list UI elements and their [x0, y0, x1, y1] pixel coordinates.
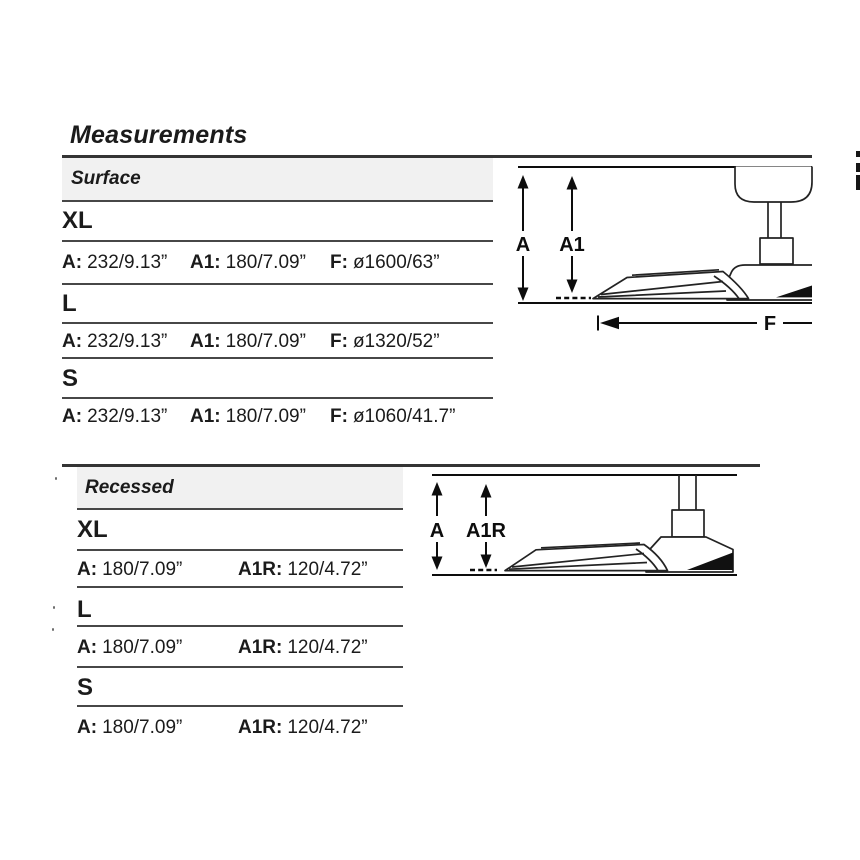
arrowhead-down — [567, 280, 578, 294]
rule — [62, 240, 493, 242]
spec-value-a1: 180/7.09” — [225, 252, 306, 273]
arrowhead-down — [432, 557, 443, 571]
fan-coupling — [760, 238, 793, 264]
surface-mount-diagram — [515, 160, 815, 335]
spec-label-f: F: — [330, 331, 348, 352]
recessed-specs-l — [77, 635, 407, 661]
fan-downrod — [679, 475, 696, 510]
dimension-label-f: F — [763, 313, 777, 335]
spec-value-a: 232/9.13” — [87, 406, 168, 427]
recessed-size-l: L — [77, 596, 92, 623]
ceiling-fan — [505, 475, 733, 572]
spec-label-a: A: — [62, 331, 83, 352]
surface-size-l: L — [62, 290, 77, 317]
rule — [77, 508, 403, 510]
spec-value-a: 232/9.13” — [87, 252, 168, 273]
rule — [77, 666, 403, 668]
surface-specs-xl — [62, 250, 502, 276]
spec-value-f: ø1320/52” — [352, 331, 440, 352]
arrowhead-up — [481, 484, 492, 498]
spec-label-a1: A1: — [190, 252, 221, 273]
arrowhead-up — [432, 482, 443, 496]
clipped-edge-mark — [53, 606, 55, 609]
clipped-edge-mark — [856, 175, 860, 190]
surface-specs-l — [62, 329, 502, 355]
arrowhead-up — [567, 176, 578, 190]
spec-value-a: 180/7.09” — [102, 717, 183, 738]
dimension-arrow-a1r — [466, 484, 507, 568]
recessed-mount-diagram — [425, 466, 745, 580]
clipped-edge-mark — [856, 163, 860, 172]
spec-label-a1r: A1R: — [238, 717, 283, 738]
arrowhead-left — [600, 317, 619, 329]
spec-label-a1: A1: — [190, 331, 221, 352]
clipped-edge-mark — [55, 477, 57, 480]
rule — [77, 549, 403, 551]
rule — [62, 322, 493, 324]
fan-blades — [505, 545, 668, 571]
spec-value-a1: 180/7.09” — [225, 406, 306, 427]
clipped-edge-mark — [856, 151, 860, 157]
recessed-specs-xl — [77, 557, 407, 583]
recessed-section-label: Recessed — [85, 476, 174, 498]
arrowhead-down — [481, 555, 492, 569]
spec-label-a: A: — [62, 252, 83, 273]
rule — [77, 586, 403, 588]
spec-label-a1r: A1R: — [238, 637, 283, 658]
spec-label-f: F: — [330, 252, 348, 273]
fan-canopy — [735, 167, 812, 203]
rule — [77, 705, 403, 707]
recessed-size-s: S — [77, 674, 94, 701]
ceiling-fan — [593, 167, 812, 301]
spec-label-f: F: — [330, 406, 348, 427]
spec-label-a: A: — [77, 717, 98, 738]
spec-label-a: A: — [77, 559, 98, 580]
rule — [62, 397, 493, 399]
recessed-section-header — [77, 467, 403, 508]
surface-size-s: S — [62, 365, 79, 392]
recessed-size-xl: XL — [77, 516, 108, 543]
arrowhead-down — [518, 288, 529, 302]
dimension-label-a: A — [515, 234, 531, 256]
surface-section-label: Surface — [71, 168, 141, 189]
rule — [62, 200, 493, 202]
dimension-arrow-a1 — [559, 176, 585, 293]
spec-value-f: ø1600/63” — [352, 252, 440, 273]
spec-value-a1: 180/7.09” — [225, 331, 306, 352]
page-title: Measurements — [70, 121, 248, 149]
spec-label-a1r: A1R: — [238, 559, 283, 580]
recessed-specs-s — [77, 715, 407, 741]
surface-specs-s — [62, 404, 502, 430]
spec-label-a: A: — [62, 406, 83, 427]
dimension-label-a1r: A1R — [465, 520, 507, 542]
rule — [62, 357, 493, 359]
spec-label-a1: A1: — [190, 406, 221, 427]
surface-size-xl: XL — [62, 207, 93, 234]
spec-value-a: 180/7.09” — [102, 637, 183, 658]
spec-value-f: ø1060/41.7” — [352, 406, 456, 427]
surface-section-header — [62, 158, 493, 200]
dimension-arrow-a — [430, 482, 444, 570]
spec-value-a1r: 120/4.72” — [287, 637, 368, 658]
spec-value-a1r: 120/4.72” — [287, 559, 368, 580]
clipped-edge-mark — [52, 628, 54, 631]
dimension-line-f — [598, 313, 812, 335]
rule — [77, 625, 403, 627]
dimension-label-a1: A1 — [559, 234, 585, 256]
spec-value-a: 232/9.13” — [87, 331, 168, 352]
fan-coupling — [672, 510, 704, 537]
arrowhead-up — [518, 175, 529, 189]
rule — [62, 283, 493, 285]
spec-value-a1r: 120/4.72” — [287, 717, 368, 738]
dimension-arrow-a — [516, 175, 530, 301]
spec-label-a: A: — [77, 637, 98, 658]
spec-value-a: 180/7.09” — [102, 559, 183, 580]
fan-downrod — [768, 202, 781, 238]
dimension-label-a: A — [429, 520, 445, 542]
